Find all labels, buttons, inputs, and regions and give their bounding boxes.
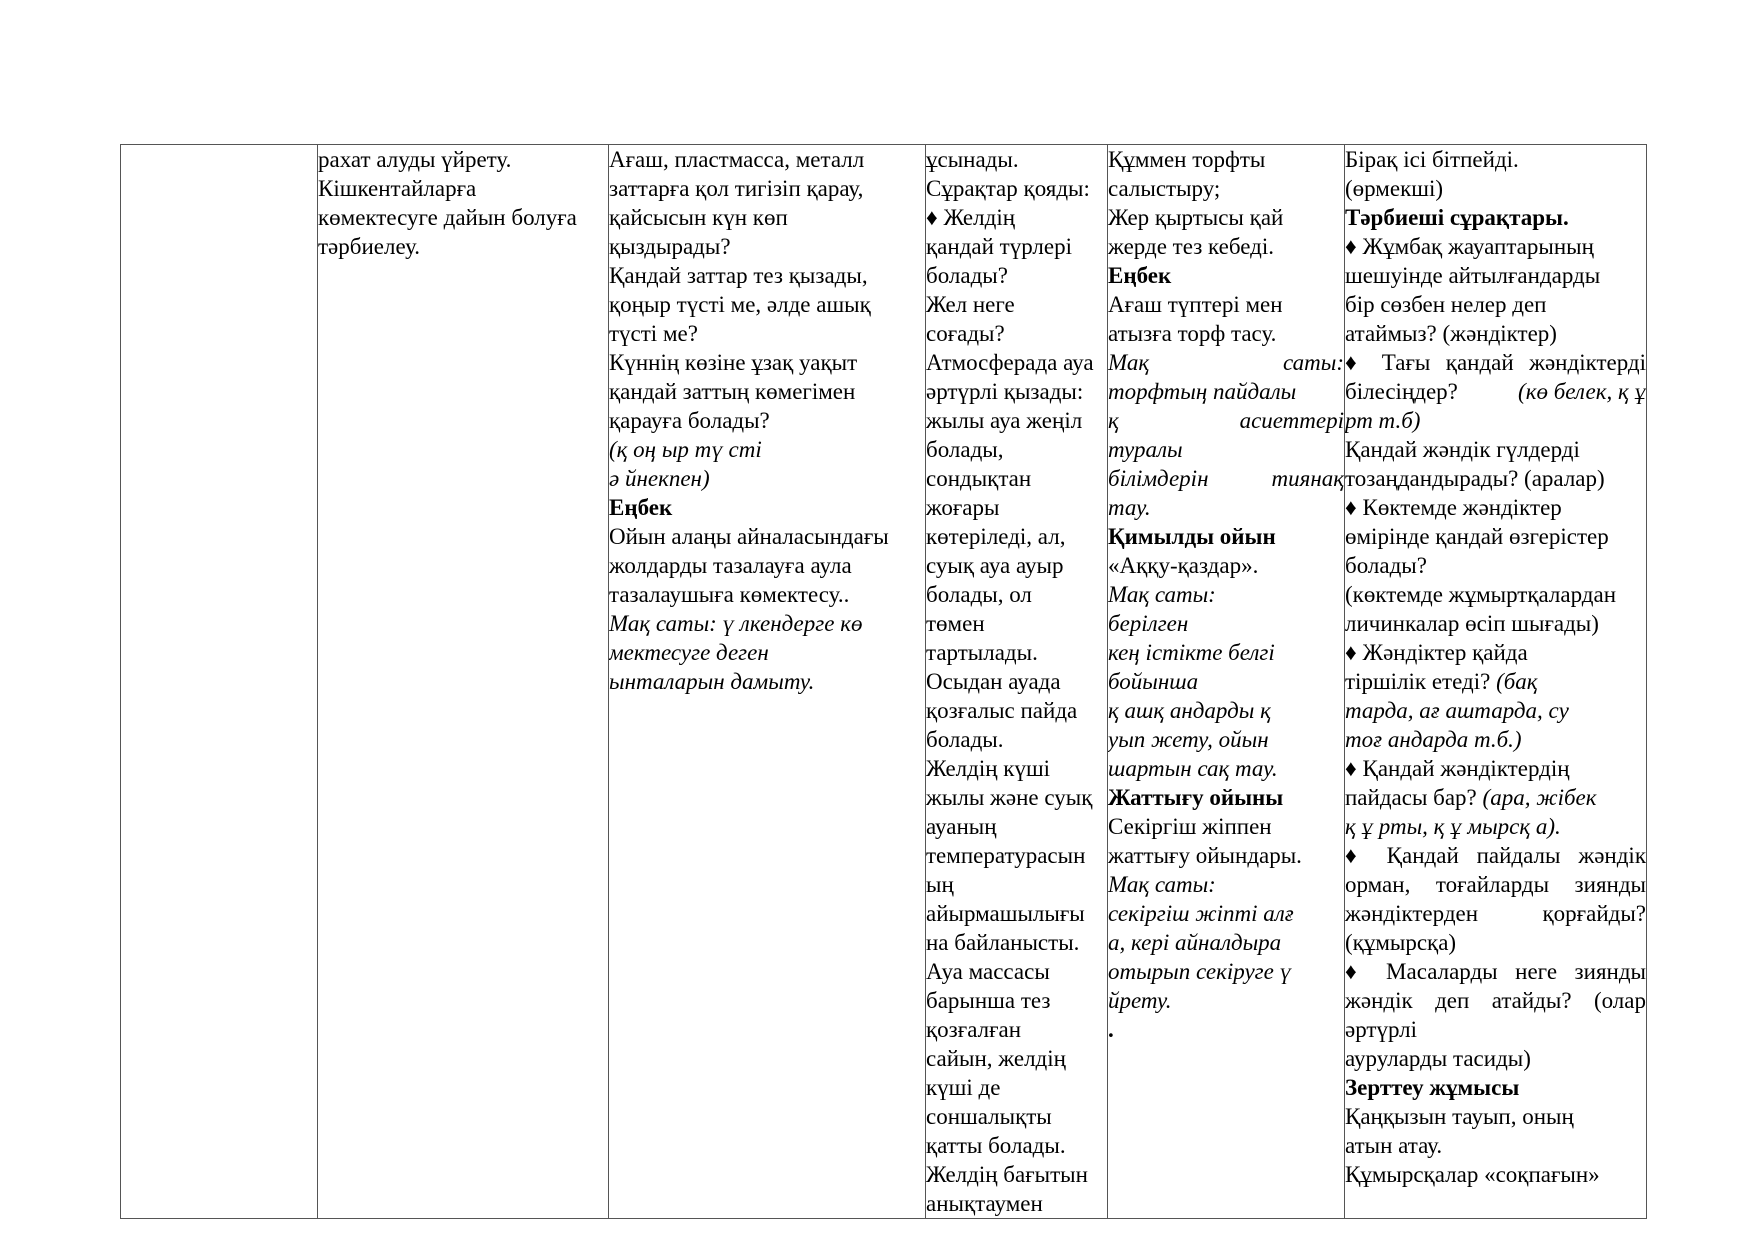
- goal-line: [1108, 464, 1344, 493]
- text-line: болады, ол: [926, 582, 1032, 607]
- goal-word: саты:: [1283, 350, 1344, 375]
- table-cell-observation: [609, 145, 926, 1219]
- text-word: білесіңдер?: [1345, 379, 1458, 404]
- goal-line: кең істікте белгі: [1108, 640, 1275, 665]
- text-line: күші де: [926, 1075, 1001, 1100]
- text-line: ♦ Жұмбақ жауаптарының: [1345, 234, 1594, 259]
- text-line: шешуінде айтылғандарды: [1345, 263, 1601, 288]
- text-word: қорғайды?: [1542, 901, 1646, 926]
- text-line: Құммен торфты: [1108, 147, 1266, 172]
- text-line: заттарға қол тигізіп қарау,: [609, 176, 864, 201]
- goal-line: [1108, 348, 1344, 377]
- lesson-plan-table: [120, 144, 1647, 1219]
- answer-word: (кө белек, қ ұ: [1518, 379, 1646, 404]
- goal-line: мектесуге деген: [609, 640, 769, 665]
- text-line: сондықтан: [926, 466, 1032, 491]
- text-line: ♦ Қандай жәндіктердің: [1345, 756, 1570, 781]
- text-line: Бірақ ісі бітпейді.: [1345, 147, 1519, 172]
- text-line: тартылады.: [926, 640, 1038, 665]
- goal-line: Мақ саты: ү лкендерге кө: [609, 611, 863, 636]
- answer-line: (қ оң ыр тү сті: [609, 437, 762, 462]
- text-line: жерде тез кебеді.: [1108, 234, 1274, 259]
- text-line: тәрбиелеу.: [318, 234, 421, 259]
- text-line: соғады?: [926, 321, 1005, 346]
- goal-word: қ: [1108, 408, 1119, 433]
- goal-line: секіргіш жіпті алғ: [1108, 901, 1294, 926]
- text-line: бір сөзбен нелер деп: [1345, 292, 1547, 317]
- text-line: көмектесуге дайын болуға: [318, 205, 577, 230]
- text-line: болады?: [1345, 553, 1427, 578]
- text-line: Кішкентайларға: [318, 176, 477, 201]
- answer-line: тоғ андарда т.б.): [1345, 727, 1522, 752]
- text-line: төмен: [926, 611, 985, 636]
- text-line: Жел неге: [926, 292, 1015, 317]
- text-line: температурасын: [926, 843, 1086, 868]
- text-line: жылы және суық: [926, 785, 1093, 810]
- text-line: Ағаш, пластмасса, металл: [609, 147, 865, 172]
- text-line: барынша тез: [926, 988, 1051, 1013]
- text-line: на байланысты.: [926, 930, 1080, 955]
- goal-line: туралы: [1108, 437, 1183, 462]
- answer-line: тарда, ағ аштарда, су: [1345, 698, 1569, 723]
- text-line: анықтаумен: [926, 1191, 1043, 1216]
- trailing-dot: .: [1108, 1017, 1114, 1042]
- text-line: болады,: [926, 437, 1004, 462]
- text-line: рахат алуды үйрету.: [318, 147, 512, 172]
- goal-line: бойынша: [1108, 669, 1199, 694]
- section-heading-work: Еңбек: [1108, 263, 1172, 288]
- text-line: жолдарды тазалауға аула: [609, 553, 852, 578]
- text-line: өмірінде қандай өзгерістер: [1345, 524, 1609, 549]
- answer-word: (бақ: [1496, 669, 1538, 694]
- answer-line: қ ұ рты, қ ұ мырсқ а).: [1345, 814, 1561, 839]
- table-cell-insects: [1345, 145, 1647, 1219]
- text-line: Желдің бағытын: [926, 1162, 1088, 1187]
- text-line: [1345, 667, 1646, 696]
- answer-line: рт т.б): [1345, 408, 1421, 433]
- text-line: жоғары: [926, 495, 1000, 520]
- goal-line: отырып секіруге ү: [1108, 959, 1292, 984]
- text-line: қозғалған: [926, 1017, 1022, 1042]
- goal-line: тау.: [1108, 495, 1151, 520]
- goal-line: Мақ саты:: [1108, 872, 1216, 897]
- text-line: қозғалыс пайда: [926, 698, 1078, 723]
- text-line: ың: [926, 872, 954, 897]
- answer-line: ә йнекпен): [609, 466, 710, 491]
- section-heading-game: Қимылды ойын: [1108, 524, 1276, 549]
- text-line: (құмырсқа): [1345, 930, 1457, 955]
- goal-line: берілген: [1108, 611, 1189, 636]
- text-line: жаттығу ойындары.: [1108, 843, 1302, 868]
- game-name: «Аққу-қаздар».: [1108, 553, 1259, 578]
- text-line: тазалаушыға көмектесу..: [609, 582, 850, 607]
- text-line: (көктемде жұмыртқалардан: [1345, 582, 1617, 607]
- text-word: тіршілік етеді?: [1345, 669, 1491, 694]
- text-line: жәндік деп атайды? (олар: [1345, 988, 1646, 1013]
- text-line: атаймыз? (жәндіктер): [1345, 321, 1557, 346]
- table-cell-labor-games: [1108, 145, 1345, 1219]
- goal-word: білімдерін: [1108, 466, 1209, 491]
- text-line: салыстыру;: [1108, 176, 1221, 201]
- text-line: жылы ауа жеңіл: [926, 408, 1083, 433]
- text-line: орман, тоғайларды зиянды: [1345, 872, 1646, 897]
- text-line: соншалықты: [926, 1104, 1052, 1129]
- goal-word: Мақ: [1108, 350, 1150, 375]
- section-heading-questions: Тәрбиеші сұрақтары.: [1345, 205, 1569, 230]
- text-line: сайын, желдің: [926, 1046, 1066, 1071]
- text-line: [1345, 783, 1646, 812]
- text-word: пайдасы бар?: [1345, 785, 1477, 810]
- table-cell-empty: [121, 145, 318, 1219]
- text-line: қатты болады.: [926, 1133, 1066, 1158]
- text-line: ♦ Желдің: [926, 205, 1016, 230]
- text-word: жәндіктерден: [1345, 901, 1479, 926]
- text-line: Осыдан ауада: [926, 669, 1061, 694]
- text-line: Сұрақтар қояды:: [926, 176, 1090, 201]
- section-heading-work: Еңбек: [609, 495, 673, 520]
- text-line: түсті ме?: [609, 321, 698, 346]
- text-line: Қаңқызын тауып, оның: [1345, 1104, 1574, 1129]
- text-line: ♦ Қандай пайдалы жәндік: [1345, 843, 1646, 868]
- text-line: Атмосферада ауа: [926, 350, 1094, 375]
- section-heading-research: Зерттеу жұмысы: [1345, 1075, 1520, 1100]
- text-line: көтеріледі, ал,: [926, 524, 1066, 549]
- text-line: личинкалар өсіп шығады): [1345, 611, 1599, 636]
- text-line: Ауа массасы: [926, 959, 1050, 984]
- text-line: суық ауа ауыр: [926, 553, 1064, 578]
- goal-line: уып жету, ойын: [1108, 727, 1269, 752]
- text-line: қыздырады?: [609, 234, 731, 259]
- text-line: ауаның: [926, 814, 997, 839]
- text-line: [1345, 377, 1646, 406]
- table-cell-goals: [318, 145, 609, 1219]
- text-line: ♦ Жәндіктер қайда: [1345, 640, 1528, 665]
- text-line: болады?: [926, 263, 1008, 288]
- text-line: ұсынады.: [926, 147, 1019, 172]
- goal-word: асиеттері: [1239, 408, 1344, 433]
- goal-line: Мақ саты:: [1108, 582, 1216, 607]
- text-line: қоңыр түсті ме, әлде ашық: [609, 292, 871, 317]
- goal-line: қ ашқ андарды қ: [1108, 698, 1271, 723]
- text-line: Секіргіш жіппен: [1108, 814, 1272, 839]
- text-line: (өрмекші): [1345, 176, 1444, 201]
- text-line: болады.: [926, 727, 1004, 752]
- text-line: қандай заттың көмегімен: [609, 379, 856, 404]
- text-line: атызға торф тасу.: [1108, 321, 1277, 346]
- text-line: [1345, 899, 1646, 928]
- text-line: қандай түрлері: [926, 234, 1072, 259]
- goal-line: [1108, 406, 1344, 435]
- text-line: ♦ Масаларды неге зиянды: [1345, 959, 1646, 984]
- goal-line: а, кері айналдыра: [1108, 930, 1282, 955]
- text-line: ♦ Көктемде жәндіктер: [1345, 495, 1562, 520]
- text-line: Қандай заттар тез қызады,: [609, 263, 868, 288]
- table-cell-wind: [926, 145, 1108, 1219]
- text-line: ауруларды тасиды): [1345, 1046, 1531, 1071]
- text-line: қарауға болады?: [609, 408, 770, 433]
- text-line: Жер қыртысы қай: [1108, 205, 1284, 230]
- goal-line: йрету.: [1108, 988, 1172, 1013]
- text-line: Желдің күші: [926, 756, 1051, 781]
- text-line: айырмашылығы: [926, 901, 1085, 926]
- goal-word: тиянақ: [1271, 466, 1344, 491]
- table-row: [121, 145, 1647, 1219]
- text-line: әртүрлі қызады:: [926, 379, 1084, 404]
- text-line: Күннің көзіне ұзақ уақыт: [609, 350, 858, 375]
- section-heading-exercise: Жаттығу ойыны: [1108, 785, 1284, 810]
- text-line: қайсысын күн көп: [609, 205, 788, 230]
- goal-line: шартын сақ тау.: [1108, 756, 1278, 781]
- text-line: әртүрлі: [1345, 1017, 1418, 1042]
- text-line: атын атау.: [1345, 1133, 1443, 1158]
- text-line: Құмырсқалар «соқпағын»: [1345, 1162, 1600, 1187]
- goal-line: торфтың пайдалы: [1108, 379, 1297, 404]
- goal-line: ынталарын дамыту.: [609, 669, 815, 694]
- text-line: Ойын алаңы айналасындағы: [609, 524, 889, 549]
- text-line: Ағаш түптері мен: [1108, 292, 1283, 317]
- text-line: Қандай жәндік гүлдерді: [1345, 437, 1580, 462]
- text-line: ♦ Тағы қандай жәндіктерді: [1345, 350, 1646, 375]
- text-line: тозаңдандырады? (аралар): [1345, 466, 1605, 491]
- answer-word: (ара, жібек: [1482, 785, 1597, 810]
